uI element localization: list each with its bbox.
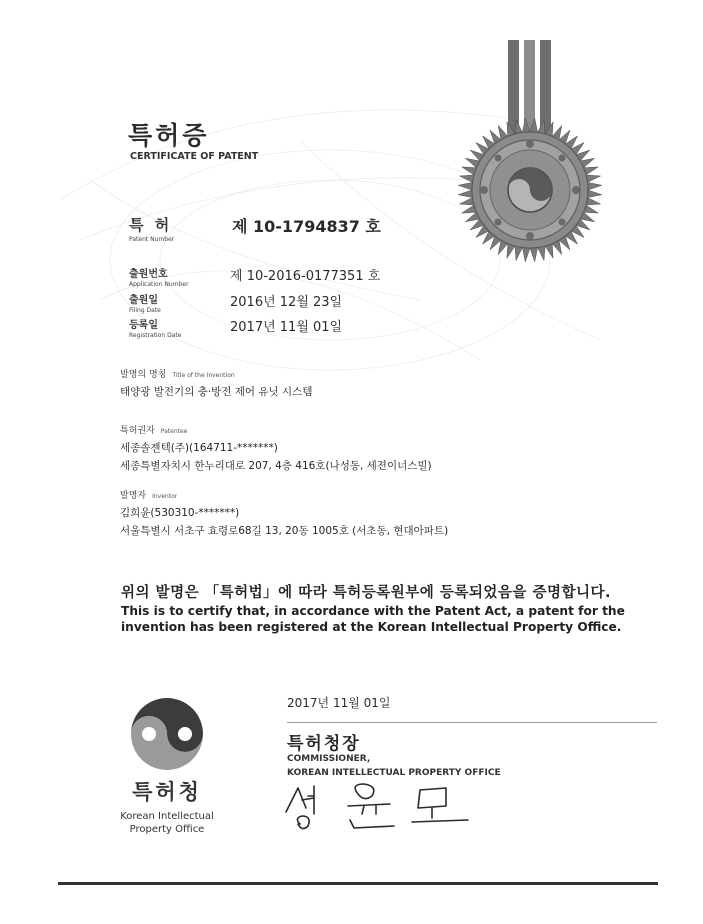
patent-seal xyxy=(448,40,618,270)
patentee-name: 세종솔젠텍(주)(164711-*******) xyxy=(120,442,278,454)
inventor-address: 서울특별시 서초구 효령로68길 13, 20동 1005호 (서초동, 현대아파트) xyxy=(120,525,449,537)
patent-number-label-ko: 특 허 xyxy=(129,216,173,234)
invention-label xyxy=(120,367,235,380)
filing-date-label-en: Filing Date xyxy=(129,307,161,314)
application-number-label-ko: 출원번호 xyxy=(129,269,168,280)
registration-date-label-en: Registration Date xyxy=(129,332,182,339)
office-name-en-line1: Korean Intellectual xyxy=(120,811,214,822)
inventor-label-en: Inventor xyxy=(152,493,178,500)
statement-en: This is to certify that, in accordance with the Patent Act, a patent for the invention has been registered at the Korean Intellectual Property Office. xyxy=(121,604,625,634)
office-name-en-line2: Property Office xyxy=(129,824,205,835)
commissioner-title-ko: 특허청장 xyxy=(287,734,361,754)
commissioner-title-en-line1: COMMISSIONER, xyxy=(287,754,371,764)
commissioner-signature xyxy=(280,778,480,838)
certificate-title-en: CERTIFICATE OF PATENT xyxy=(130,151,259,162)
invention-label-ko: 발명의 명칭 xyxy=(120,370,167,380)
registration-date-label-ko: 등록일 xyxy=(129,320,158,331)
filing-date-label-ko: 출원일 xyxy=(129,295,158,306)
registration-date-label xyxy=(129,316,181,339)
patentee-label-ko: 특허권자 xyxy=(120,426,155,436)
statement-ko: 위의 발명은 「특허법」에 따라 특허등록원부에 등록되었음을 증명합니다. xyxy=(121,585,611,601)
application-number-label xyxy=(129,265,189,288)
certificate-title-ko: 특허증 xyxy=(128,121,210,150)
filing-date-label xyxy=(129,291,161,314)
bottom-border xyxy=(58,882,658,885)
patentee-label xyxy=(120,423,187,436)
invention-title: 태양광 발전기의 충·방전 제어 유닛 시스템 xyxy=(120,386,313,398)
invention-label-en: Title of the Invention xyxy=(172,372,235,379)
inventor-name: 김희윤(530310-*******) xyxy=(120,507,240,519)
patentee-address: 세종특별자치시 한누리대로 207, 4층 416호(나성동, 세젼이너스빌) xyxy=(120,460,432,472)
kipo-emblem xyxy=(127,694,207,774)
filing-date-value: 2016년 12월 23일 xyxy=(230,295,343,310)
application-number-value: 제 10-2016-0177351 호 xyxy=(230,269,381,284)
inventor-label xyxy=(120,488,177,501)
commissioner-title-en xyxy=(287,752,501,780)
issue-date: 2017년 11월 01일 xyxy=(287,696,391,710)
office-name-ko: 특허청 xyxy=(132,780,202,804)
patentee-label-en: Patentee xyxy=(160,428,188,435)
patent-number-value: 제 10-1794837 호 xyxy=(232,217,381,236)
application-number-label-en: Application Number xyxy=(129,281,189,288)
commissioner-title-en-line2: KOREAN INTELLECTUAL PROPERTY OFFICE xyxy=(287,768,501,778)
inventor-label-ko: 발명자 xyxy=(120,491,147,501)
signature-rule xyxy=(287,722,657,723)
patent-number-label-en: Patent Number xyxy=(129,236,175,243)
registration-date-value: 2017년 11월 01일 xyxy=(230,320,343,335)
office-name-en xyxy=(110,810,224,836)
patent-number-label xyxy=(129,214,174,243)
